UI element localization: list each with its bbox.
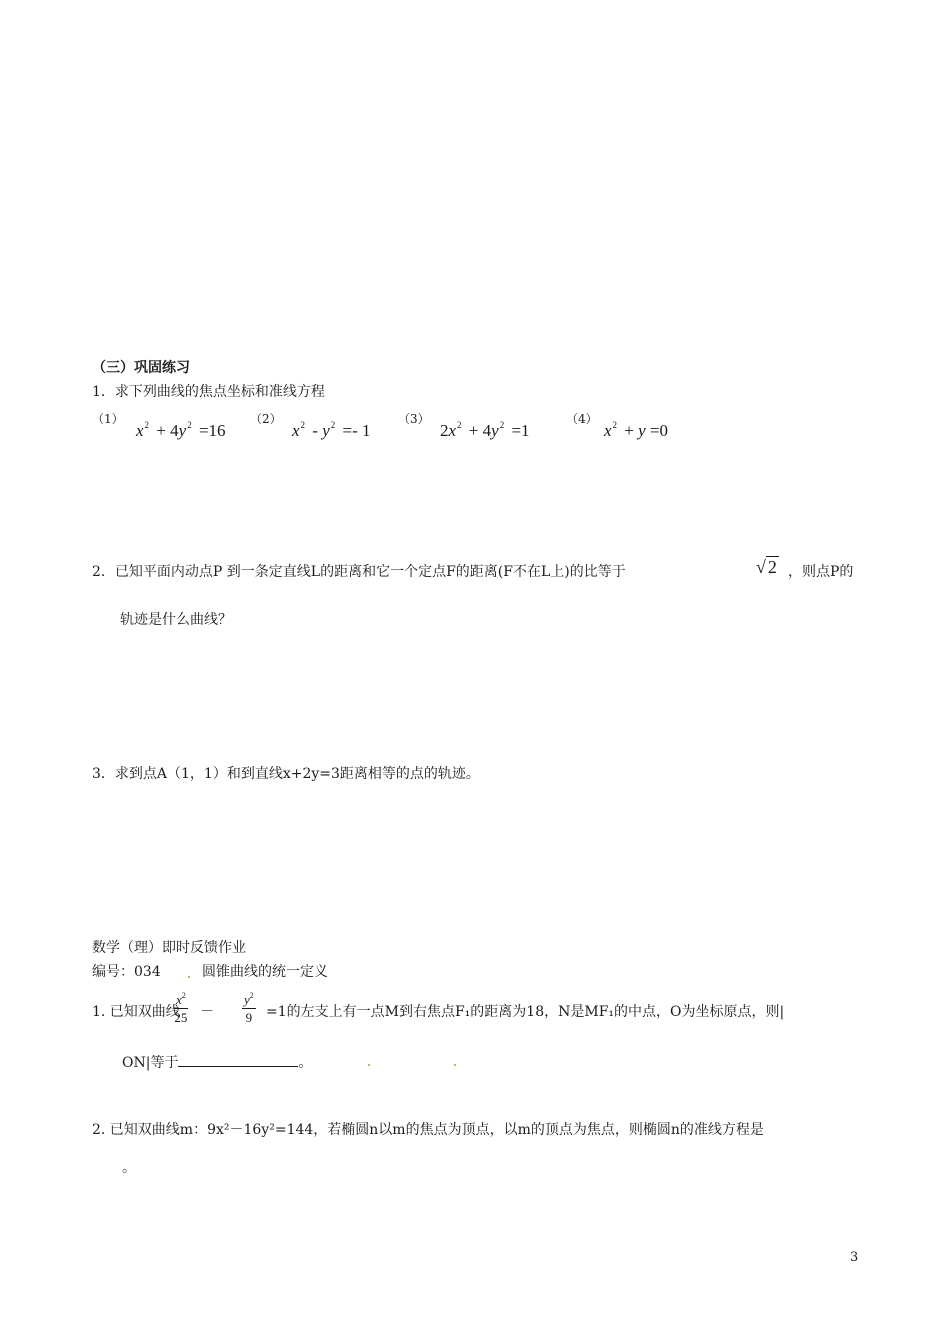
question-1-text: 1．求下列曲线的焦点坐标和准线方程 <box>92 384 325 400</box>
answer-blank[interactable] <box>178 1052 298 1067</box>
homework-topic: 圆锥曲线的统一定义 <box>202 964 328 980</box>
homework-problem-1-rest: =1的左支上有一点M到右焦点F₁的距离为18，N是MF₁的中点，O为坐标原点，则| <box>266 1004 785 1020</box>
question-2-line-2: 轨迹是什么曲线？ <box>120 612 232 628</box>
equation-2-label: （2） <box>250 412 282 426</box>
homework-problem-1-line-2: ON|等于 。 <box>122 1052 312 1073</box>
minus-sign: － <box>200 1004 214 1020</box>
section-title: （三）巩固练习 <box>92 360 190 376</box>
equation-4-label: （4） <box>566 412 598 426</box>
equation-4: $x^2 + y =0$ <box>604 420 669 440</box>
fraction-y2-over-9: $\frac{y^2}{9}$ <box>242 988 256 1026</box>
homework-number: 编号：034 <box>92 964 161 980</box>
homework-problem-2-line-1: 2. 已知双曲线m：9x²－16y²=144，若椭圆n以m的焦点为顶点，以m的顶点为焦点，则椭圆n的准线方程是 <box>92 1122 764 1138</box>
equation-1-label: （1） <box>92 412 124 426</box>
equation-1: $x^2 + 4y^2 =16$ <box>136 420 226 440</box>
fraction-x2-over-25: $\frac{x^2}{25}$ <box>174 988 188 1026</box>
page-number: 3 <box>850 1250 859 1265</box>
equation-3-label: （3） <box>398 412 430 426</box>
question-2-line-1: 2．已知平面内动点P 到一条定直线L的距离和它一个定点F的距离(F不在L上)的比等于 <box>92 564 626 580</box>
equation-2: $x^2 - y^2 =- 1$ <box>292 420 371 440</box>
question-3-text: 3．求到点A（1，1）和到直线x+2y=3距离相等的点的轨迹。 <box>92 766 480 782</box>
question-2-line-1-end: ，则点P的 <box>788 564 854 580</box>
homework-problem-2-line-2: 。 <box>122 1160 136 1176</box>
sqrt-expression: √ 2 <box>756 557 777 577</box>
homework-problem-1-start: 1. 已知双曲线 <box>92 1004 180 1020</box>
equation-3: $2x^2 + 4y^2 =1$ <box>440 420 530 440</box>
homework-title: 数学（理）即时反馈作业 <box>92 940 246 956</box>
